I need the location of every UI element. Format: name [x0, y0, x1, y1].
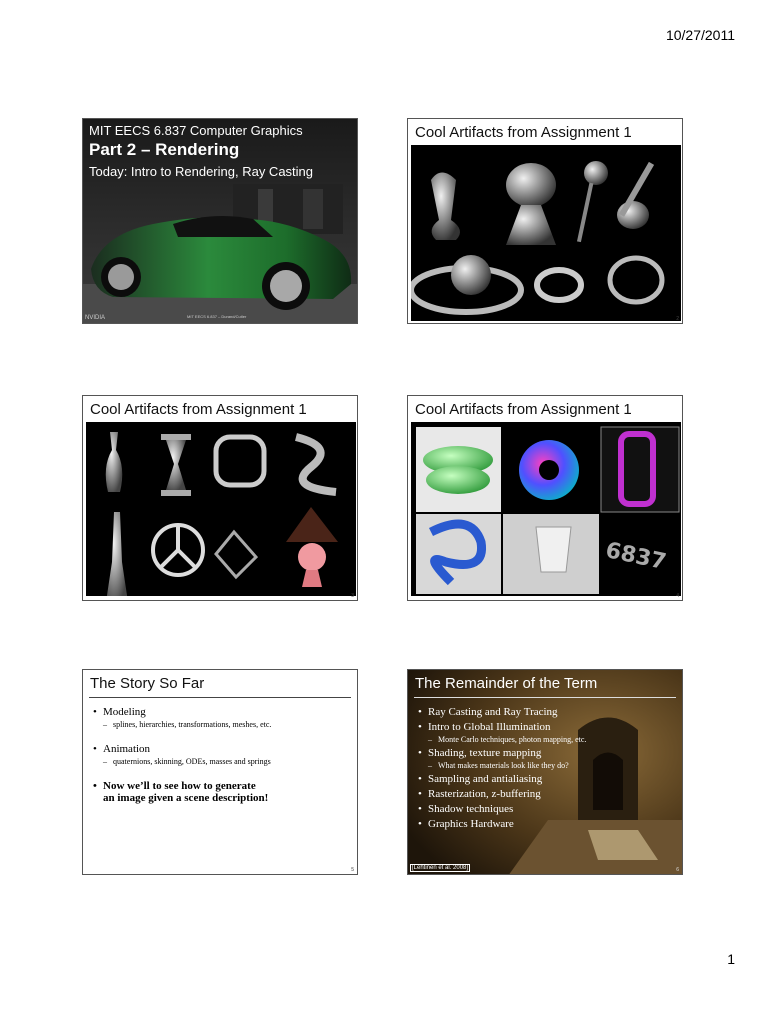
bullet: • Animation	[93, 743, 271, 755]
slide-course: MIT EECS 6.837 Computer Graphics	[89, 123, 303, 138]
page-number: 1	[727, 951, 735, 967]
slide-3	[82, 395, 358, 601]
bullet-continuation: an image given a scene description!	[103, 792, 269, 804]
slide-title: Cool Artifacts from Assignment 1	[90, 401, 307, 418]
artifacts-image	[411, 145, 681, 321]
header-date: 10/27/2011	[665, 27, 735, 43]
image-credit: NVIDIA	[85, 315, 106, 321]
sub-bullet: – Monte Carlo techniques, photon mapping, etc.	[418, 735, 586, 744]
title-rule	[414, 697, 676, 698]
slide-subtitle: Today: Intro to Rendering, Ray Casting	[89, 164, 314, 179]
image-text-6837: 6837	[603, 537, 669, 576]
bullet: • Now we’ll to see how to generate	[93, 780, 271, 792]
slide-part-title: Part 2 – Rendering	[89, 140, 240, 159]
slide-6	[407, 669, 683, 875]
slide-number: 5	[351, 867, 354, 873]
title-rule	[89, 697, 351, 698]
bullet: • Shading, texture mapping	[418, 747, 586, 759]
bullet: • Shadow techniques	[418, 803, 586, 815]
slide-number: 4	[676, 593, 679, 599]
slide-number: 3	[351, 593, 354, 599]
slide-title: The Story So Far	[90, 675, 205, 692]
slide-1	[82, 118, 358, 324]
artifacts-image	[86, 422, 356, 596]
slide-number: 2	[676, 316, 679, 322]
sub-bullet: – splines, hierarchies, transformations, meshes, etc.	[93, 720, 271, 729]
bullet-list	[93, 706, 271, 804]
slide-title: Cool Artifacts from Assignment 1	[415, 401, 632, 418]
bullet: • Modeling	[93, 706, 271, 718]
slide-title: The Remainder of the Term	[415, 675, 598, 692]
slide-footer: MIT EECS 6.837 – Durand/Cutler	[187, 314, 247, 319]
bullet: • Ray Casting and Ray Tracing	[418, 706, 586, 718]
sub-bullet: – quaternions, skinning, ODEs, masses and springs	[93, 757, 271, 766]
bullet: • Rasterization, z-buffering	[418, 788, 586, 800]
artifacts-image	[411, 422, 681, 596]
bullet: • Graphics Hardware	[418, 818, 586, 830]
slide-2	[407, 118, 683, 324]
bullet: • Intro to Global Illumination	[418, 721, 586, 733]
bullet: • Sampling and antialiasing	[418, 773, 586, 785]
slide-4	[407, 395, 683, 601]
sub-bullet: – What makes materials look like they do?	[418, 761, 586, 770]
slide-5	[82, 669, 358, 875]
bullet-list	[418, 706, 586, 830]
image-credit: [Lehtinen et al. 2008]	[412, 865, 469, 871]
slide-number: 6	[676, 867, 679, 873]
slide-title: Cool Artifacts from Assignment 1	[415, 124, 632, 141]
